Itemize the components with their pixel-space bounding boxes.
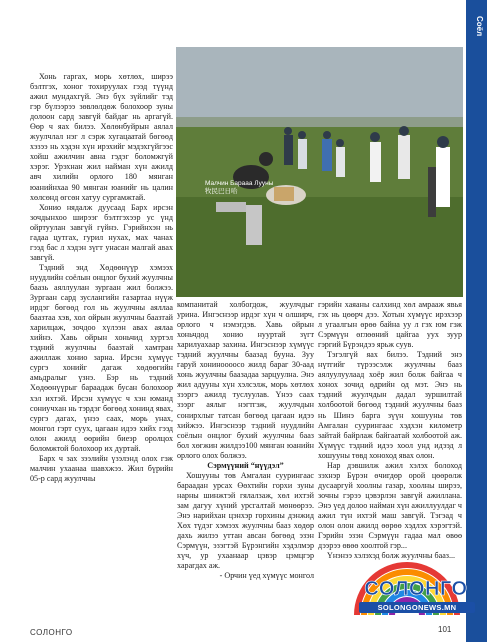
paragraph: Тэгэлгүй яах билээ. Тэдний энэ нүтгийг түрээсэлж жуулчны бааз аялуулуулаад хоёр жил болж байгаа ч хонох зочид өдрийн од мэт. Энэ нь тэдний жуулчдын дадал зуршилтай холбоотой бөгөөд тэдний жуулчны бааз нь Шинэ барга зүүн хошууны төв Амгалан суурингаас хэдхэн километр зайтай байрлаж байгаатай холбоотой аж. Хүмүүс тэдний идээ хоол унд идээд л хошууны төвд хоноход явах олон. [318, 350, 462, 460]
logo-name: СОЛОНГО [364, 578, 468, 600]
column-3 [318, 300, 462, 561]
section-sidebar [466, 0, 487, 642]
section-label: Соёл [475, 15, 484, 37]
section-heading: Сэрмүүний “нүүдэл” [207, 460, 284, 470]
paragraph: Барх ч зах зээлийн үзэлэнд олох гэж малчин ухаанаа шавхжээ. Жил бүрийн 05-р сард жуулчны [30, 453, 173, 483]
page-number: 101 [438, 625, 452, 634]
paragraph: Хонь гаргах, морь хөтлөх, ширээ бэлтгэх, хоног тохируулах гээд түүнд ажил мундахгүй. Энэ бүх зүйлийг тэд гэр бүлээрээ зөвлөлдөж болохоор зуны долоон сард завгүй байдаг нь аргагүй. Өөр ч яах билээ. Хөлөнбуйрын аялал жуулчлал нэг л сэрж хугацаатай бөгөөд хэзээ нь хэдэн хүн ирэхийг мэдэхгүйгээс хойш ажилчин авна гэдэг боломжгүй хэрэг. Урэхнан жил найман хүн ажилд авч хилийн орлого 180 мянган юанийнхаа 90 мянган юанийг нь цалин хөлсөнд өгсөн хатуу сургамжтай. [30, 72, 173, 202]
paragraph: Хошууны төв Амгалан суурингаас бараадан урсах Өөхтийн горхи зуны нарны шинжтэй гялалзаж, хөл ихтэй зам дагуу хүний урсгалтай мөнөөрээ. Энэ нарийхан цэнхэр горхины дэнжид Хөх түдэг хэмээх жуулчны бааз хөдөр дахь жилээ уттан авсан бөгөөд эзэн Сэрмүүн, эзэгтэй Бүрэнгийн хэдэлмэр хүч, ур ухаанаар цэвэр цэмцгэр харагдах аж. [177, 470, 314, 571]
magazine-name: СОЛОНГО [30, 628, 73, 637]
paragraph: Тэдний энд Хөдөөнүүр хэмээх нуудлийн соёлын онцлог бухий жуулчны баазь аяллуулан зургаан жил болжээ. Зургаан сард зуслангийн газартаа нүүж ирдэг бөгөөд гол нь жуулчны аяллаа баазтаа хэв, хол ойрын жуулчны баазтай харилцаж, зочдоо хүлээн авах аялаа хийнэ. Хавь ойрын хоньчид хуртэл тэдний жуулчны баазтай хамтран ажиллаж хонио зарна. Ирсэн хүмүүс сургэ хонийг дагаж хөдөөгийн амьдралыг үзнэ. Бэр нь тэдний Хөдөөнүүрыг бараадаж бусан болохоор хэл ихтэй. Ирсэн хүмүүс ч хэн юманд сониучхан нь тэрдэг бөгөөд хонинд явах, сургэ дагах, үнээ саах, морь унах, монгол гэрт суух, цагаан идээ хийх гээд олон ажилд өөрийн биеэр оролцох боломжтой болохоор их дуртай. [30, 262, 173, 453]
paragraph: компанитай холбогдож, жуулчдыг урина. Ингэснээр ирдэг хүн ч олширч, орлого ч нэмэгдэв. Хавь ойрын хоньчдод хонио нууртай зүгт харилуахаар захина. Ингэснээр хүмүүс тэдний жуулчны баазад бууна. Зуу гаруй хониноооосо жилд бараг 30-аад хонь жуулчны баазадаа зарцуулна. Энэ жил адууны хүн хэлсэлж, морь хөтлөх зээргэ ажилд туслуулав. Үнээ саах зээрг аялыг нэгтгэж, жуулчдын сонирхлыг татсан бөгөөд цагаан идээ хийжээ. Ингэснээр тэдний нуудлийн соёлын онцлог бухий жуулчны бааз бол хөгжин жилдээ100 мянган юанийн орлого олох болжээ. [177, 300, 314, 460]
photo-caption [205, 180, 273, 196]
paragraph: гэрийн хаяаны салхинд хөл амрааж явья гэх нь цөөрч дээ. Хотын хүмүүс ирэхээр л угаалгын өрөө байна уу л гэх юм гэж Сэрмүүн өглөөний цайгаа уух зуур гэргий Бүрэндээ ярьж суув. [318, 300, 462, 350]
photo-illustration [176, 47, 463, 297]
archery-photo [176, 47, 463, 297]
paragraph: Үнэнээ хэлэхэд болж жуулчны бааз... [327, 551, 456, 561]
logo-url: SOLONGONEWS.MN [359, 602, 475, 613]
paragraph: Нар дэвшилж ажил хэлэх болоход зэхнэр Бүрэн өчигдөр орой цөөрөлж дусааргуй хоолны газар, хоолны ширээ, зочны гэрээ цэвэрлэн завгүй ажиллана. Энэ үед долоо найман хүн ажиллуулдаг ч ажил түн ихтэй маш завгүй. Тэгэад ч олон олон ажилд өөрөө хэдлэх хэрэгтэй. Гэрийн эзэн Сэрмүүн гадаа мал өвөө дээрээ өвөө хоолтой гэр... [318, 460, 462, 551]
paragraph: - Орчин үед хүмүүс монгол [219, 571, 314, 581]
paragraph: Хонио нядалж дуусаад Барх ирсэн зочдынхоо ширээг бэлтгэхээр ус үнд ойртуулан завгүй гүйнэ. Гэрийнхэн нь гадаа цутгах, гурил нухах, мах чанах гээд бас л хэдэн зүгт унасан малгай авах завгүй. [30, 202, 173, 262]
column-1 [30, 72, 173, 484]
photo-caption-text: Малчин Барааа Лууны 牧民巴日哈 [205, 180, 274, 195]
column-2 [177, 300, 314, 581]
